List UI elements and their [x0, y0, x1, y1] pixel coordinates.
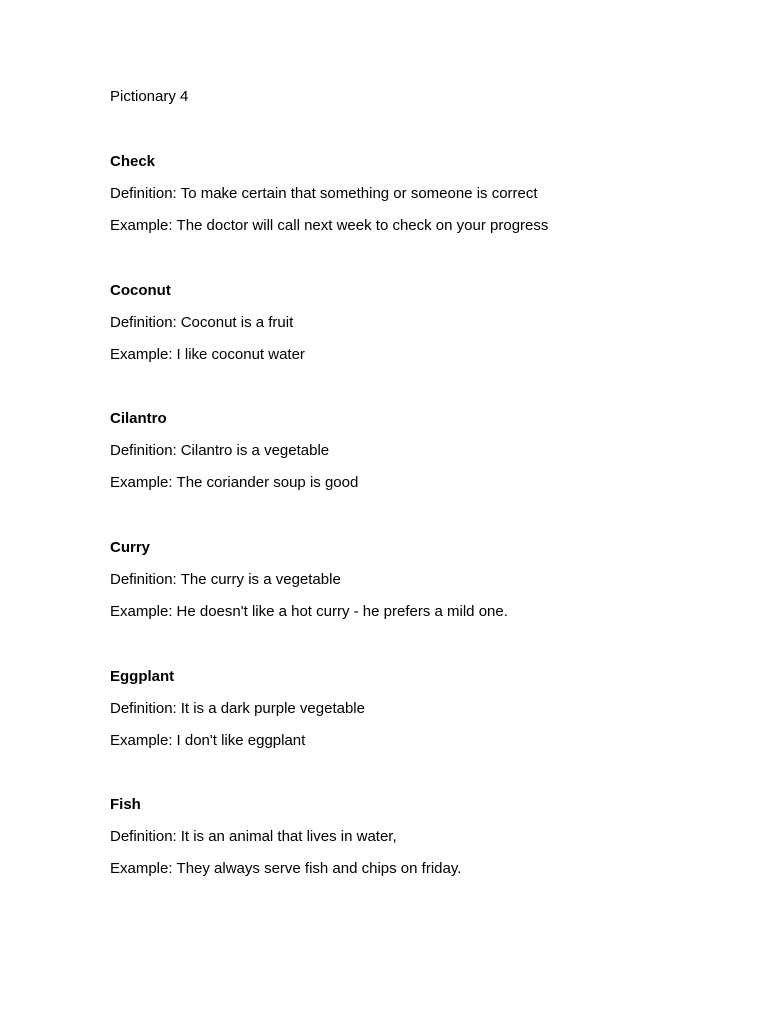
example-label: Example:	[110, 217, 173, 234]
vocabulary-entry	[110, 795, 730, 891]
example-text: The doctor will call next week to check on your progress	[176, 217, 549, 234]
entry-example	[110, 473, 730, 493]
definition-text: To make certain that something or someone is correct	[180, 185, 538, 202]
entry-example	[110, 602, 730, 622]
entry-term: Check	[110, 153, 156, 170]
example-text: I don't like eggplant	[176, 732, 306, 749]
entry-term: Coconut	[110, 282, 171, 299]
definition-label: Definition:	[110, 571, 177, 588]
entry-term: Eggplant	[110, 668, 175, 685]
example-text: I like coconut water	[176, 346, 305, 363]
entry-definition	[110, 827, 730, 847]
definition-label: Definition:	[110, 185, 177, 202]
definition-text: It is an animal that lives in water,	[180, 828, 397, 845]
entry-definition	[110, 313, 730, 333]
example-text: They always serve fish and chips on friday.	[176, 860, 462, 877]
definition-text: Cilantro is a vegetable	[180, 442, 330, 459]
definition-text: Coconut is a fruit	[180, 314, 294, 331]
entry-term: Cilantro	[110, 410, 167, 427]
example-label: Example:	[110, 346, 173, 363]
entry-definition	[110, 699, 730, 719]
entry-term: Curry	[110, 539, 151, 556]
definition-text: The curry is a vegetable	[180, 571, 341, 588]
example-label: Example:	[110, 474, 173, 491]
example-label: Example:	[110, 603, 173, 620]
vocabulary-entry	[110, 409, 730, 505]
example-text: The coriander soup is good	[176, 474, 359, 491]
example-label: Example:	[110, 860, 173, 877]
document-title: Pictionary 4	[110, 88, 189, 105]
entry-example	[110, 345, 730, 365]
entry-definition	[110, 184, 730, 204]
example-text: He doesn't like a hot curry - he prefers a mild one.	[176, 603, 508, 620]
definition-label: Definition:	[110, 700, 177, 717]
entry-example	[110, 731, 730, 751]
vocabulary-entry	[110, 152, 730, 248]
vocabulary-entry	[110, 538, 730, 634]
entry-definition	[110, 441, 730, 461]
example-label: Example:	[110, 732, 173, 749]
entry-example	[110, 216, 730, 236]
definition-label: Definition:	[110, 828, 177, 845]
entry-definition	[110, 570, 730, 590]
definition-label: Definition:	[110, 314, 177, 331]
entry-term: Fish	[110, 796, 141, 813]
definition-label: Definition:	[110, 442, 177, 459]
vocabulary-entry	[110, 667, 730, 763]
entry-example	[110, 859, 730, 879]
vocabulary-entry	[110, 281, 730, 377]
definition-text: It is a dark purple vegetable	[180, 700, 365, 717]
